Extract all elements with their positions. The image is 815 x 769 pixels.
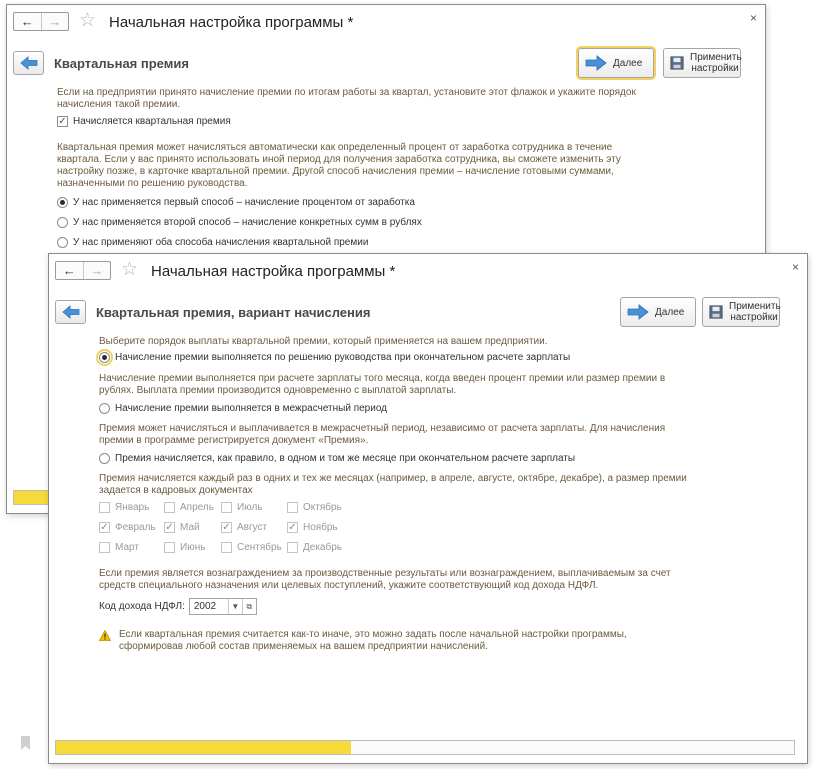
payout-option-3[interactable] (99, 453, 575, 464)
arrow-right-icon (585, 55, 607, 71)
history-forward-button[interactable] (83, 262, 111, 279)
payout-radio-3[interactable] (99, 453, 110, 464)
method-description: Квартальная премия может начисляться автоматически как определенный процент от заработка сотрудника в течение квартала. Если у вас принято использовать иной период для получения заработка сотрудника, вы сможете изменить эту настройку позже, в карточке квартальной премии. Другой способ начисления премии – начисление готовыми суммами, назначенными по решению руководства. (57, 142, 621, 189)
settings-window-front (48, 253, 808, 764)
page-title: Квартальная премия (54, 56, 189, 71)
month-october[interactable] (287, 502, 342, 513)
method-option-3[interactable] (57, 237, 368, 248)
next-button-label: Далее (655, 306, 685, 318)
history-nav (55, 261, 111, 280)
month-label: Июль (237, 502, 263, 513)
ndfl-code-value[interactable]: 2002 (193, 601, 217, 612)
method-option-2[interactable] (57, 217, 422, 228)
next-button[interactable] (620, 297, 696, 327)
payout-option-3-label: Премия начисляется, как правило, в одном и том же месяце при окончательном расчете зарплаты (115, 453, 576, 464)
payout-radio-2[interactable] (99, 403, 110, 414)
arrow-left-icon (62, 305, 80, 319)
payout-option-1-desc: Начисление премии выполняется при расчете зарплаты того месяца, когда введен процент премии или размер премии в рублях. Выплата премии производится одновременно с выплатой зарплаты. (99, 373, 666, 396)
month-checkbox[interactable] (221, 542, 232, 553)
chevron-down-icon[interactable]: ▼ (228, 599, 242, 614)
bookmark-icon[interactable] (20, 736, 31, 750)
window-title: Начальная настройка программы * (109, 14, 354, 31)
quarterly-bonus-checkbox[interactable]: ✓ (58, 115, 67, 127)
month-label: Май (180, 522, 200, 533)
arrow-left-icon (20, 56, 38, 70)
history-back-button[interactable] (14, 13, 41, 30)
intro-text: Если на предприятии принято начисление премии по итогам работы за квартал, установите этот флажок и укажите порядок начисления такой премии. (57, 87, 636, 110)
payout-option-1-label: Начисление премии выполняется по решению руководства при окончательном расчете зарплаты (115, 352, 571, 363)
open-form-icon[interactable]: ⧉ (242, 599, 256, 614)
close-icon[interactable]: × (749, 11, 757, 25)
ndfl-code-row (99, 598, 257, 615)
month-label: Январь (115, 502, 150, 513)
month-label: Ноябрь (303, 522, 338, 533)
month-checkbox[interactable]: ✓ (222, 521, 231, 533)
apply-button-label: Применить настройки (690, 52, 742, 74)
star-icon[interactable]: ☆ (121, 259, 139, 280)
ndfl-code-combo[interactable] (189, 598, 257, 615)
month-label: Сентябрь (237, 542, 282, 553)
star-icon[interactable]: ☆ (79, 10, 97, 31)
month-checkbox[interactable] (164, 542, 175, 553)
payout-radio-1[interactable] (99, 352, 110, 363)
arrow-right-icon: → (90, 263, 104, 278)
apply-settings-button[interactable] (663, 48, 741, 78)
payout-option-2-label: Начисление премии выполняется в межрасчетный период (115, 403, 387, 414)
warning-icon (99, 630, 111, 641)
month-march[interactable] (99, 542, 139, 553)
month-label: Декабрь (303, 542, 342, 553)
month-august[interactable] (221, 522, 267, 533)
intro-text: Выберите порядок выплаты квартальной премии, который применяется на вашем предприятии. (99, 336, 548, 347)
arrow-right-icon (627, 304, 649, 320)
ndfl-code-label: Код дохода НДФЛ: (99, 601, 185, 612)
month-checkbox[interactable]: ✓ (100, 521, 109, 533)
month-label: Апрель (180, 502, 214, 513)
month-december[interactable] (287, 542, 342, 553)
payout-option-2-desc: Премия может начисляться и выплачивается в межрасчетный период, независимо от расчета зарплаты. Для начисления премии в программе регистрируется документ «Премия». (99, 423, 666, 446)
month-june[interactable] (164, 542, 205, 553)
warning-text: Если квартальная премия считается как-то иначе, это можно задать после начальной настройки программы, сформировав любой состав применяемых на вашем предприятии начислений. (119, 629, 627, 652)
month-may[interactable] (164, 522, 200, 533)
month-label: Март (115, 542, 139, 553)
month-checkbox[interactable] (164, 502, 175, 513)
payout-option-3-desc: Премия начисляется каждый раз в одних и тех же месяцах (например, в апреле, августе, октябре, декабре), а размер премии задается в кадровых документах (99, 473, 687, 496)
payout-option-2[interactable] (99, 403, 387, 414)
floppy-disk-icon (709, 304, 723, 320)
month-checkbox[interactable] (287, 502, 298, 513)
history-forward-button[interactable] (41, 13, 69, 30)
arrow-left-icon: ← (20, 14, 34, 29)
method-option-2-label: У нас применяется второй способ – начисление конкретных сумм в рублях (73, 217, 422, 228)
month-checkbox[interactable]: ✓ (288, 521, 297, 533)
arrow-right-icon: → (48, 14, 62, 29)
month-checkbox[interactable] (221, 502, 232, 513)
month-checkbox[interactable] (99, 502, 110, 513)
history-nav (13, 12, 69, 31)
ndfl-description: Если премия является вознаграждением за производственные результаты или вознаграждением, выплачиваемым за счет средств специального назначения или целевых поступлений, укажите соответствующий код дохода НДФЛ. (99, 568, 671, 591)
month-february[interactable] (99, 522, 156, 533)
month-label: Февраль (115, 522, 156, 533)
month-april[interactable] (164, 502, 214, 513)
next-button[interactable] (578, 48, 654, 78)
progress-fill (14, 491, 51, 504)
warning-note (99, 629, 659, 653)
month-january[interactable] (99, 502, 149, 513)
month-july[interactable] (221, 502, 263, 513)
method-radio-1[interactable] (57, 197, 68, 208)
apply-settings-button[interactable] (702, 297, 780, 327)
floppy-disk-icon (670, 55, 684, 71)
quarterly-bonus-checkbox-row[interactable] (57, 116, 231, 127)
method-radio-2[interactable] (57, 217, 68, 228)
method-radio-3[interactable] (57, 237, 68, 248)
arrow-left-icon: ← (62, 263, 76, 278)
window-title: Начальная настройка программы * (151, 263, 396, 280)
month-september[interactable] (221, 542, 282, 553)
month-label: Август (237, 522, 268, 533)
apply-button-label: Применить настройки (729, 301, 781, 323)
progress-fill (56, 741, 351, 754)
back-step-button[interactable] (55, 300, 86, 324)
month-checkbox[interactable] (287, 542, 298, 553)
month-checkbox[interactable] (99, 542, 110, 553)
month-label: Июнь (180, 542, 206, 553)
close-icon[interactable]: × (791, 260, 799, 274)
method-option-1-label: У нас применяется первый способ – начисление процентом от заработка (73, 197, 415, 208)
method-option-3-label: У нас применяют оба способа начисления квартальной премии (73, 237, 369, 248)
page-title: Квартальная премия, вариант начисления (96, 305, 371, 320)
next-button-label: Далее (613, 57, 643, 69)
method-option-1[interactable] (57, 197, 415, 208)
quarterly-bonus-checkbox-label: Начисляется квартальная премия (73, 116, 231, 127)
back-step-button[interactable] (13, 51, 44, 75)
history-back-button[interactable] (56, 262, 83, 279)
month-label: Октябрь (303, 502, 342, 513)
progress-bar (55, 740, 795, 755)
month-november[interactable] (287, 522, 338, 533)
title-bar (49, 254, 807, 288)
month-checkbox[interactable]: ✓ (165, 521, 174, 533)
title-bar (7, 5, 765, 39)
payout-option-1[interactable] (99, 352, 570, 363)
